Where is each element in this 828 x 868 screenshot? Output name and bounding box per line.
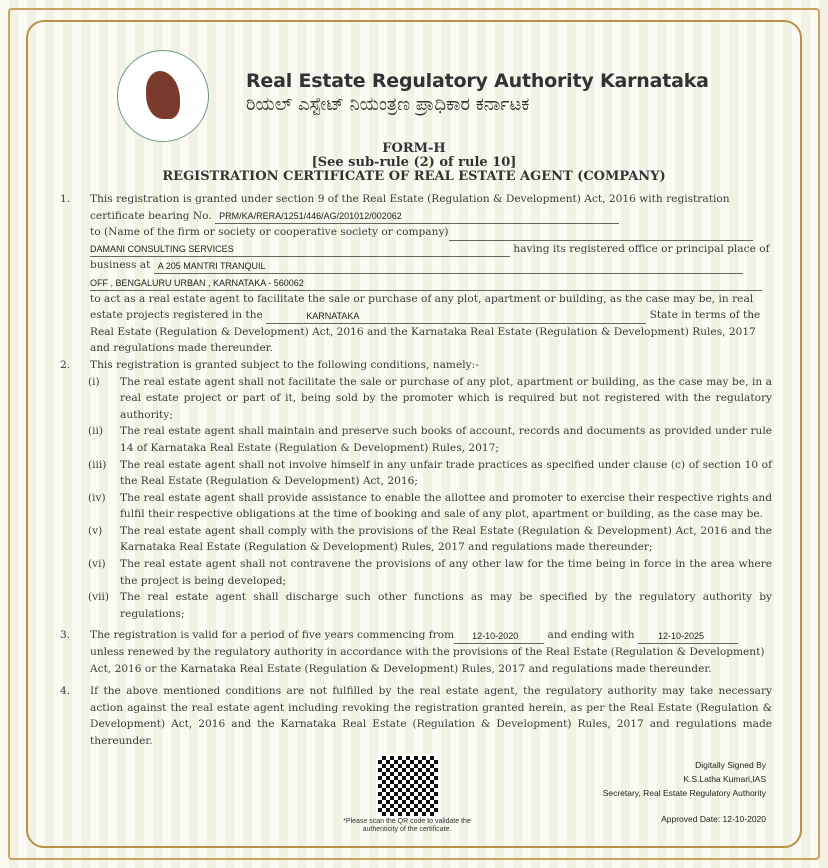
form-title: REGISTRATION CERTIFICATE OF REAL ESTATE AGENT (COMPANY) <box>162 169 666 184</box>
condition-text: The real estate agent shall maintain and preserve such books of account, records and documents as provided under rule 14 of Karnataka Real Estate (Regulation & Development) Rules, 2017; <box>120 425 772 454</box>
firm-name: DAMANI CONSULTING SERVICES <box>90 242 510 257</box>
condition-text: The real estate agent shall discharge such other functions as may be specified by the regulatory authority by regulations; <box>120 591 772 620</box>
clause-number: 1. <box>60 193 71 205</box>
condition-number: (vi) <box>88 558 106 571</box>
form-name: FORM-H <box>382 141 446 156</box>
clause-text: to (Name of the firm or society or cooperative society or company) <box>90 226 449 239</box>
blank-line <box>449 240 753 241</box>
signature-block <box>603 758 766 826</box>
clause-text: State in terms of the Real Estate (Regulation & Development) Act, 2016 and the Karnataka Real Estate (Regulation & Development) Rules, 2017 and regulations made thereunder. <box>90 309 761 355</box>
condition-number: (ii) <box>88 425 104 438</box>
condition-text: The real estate agent shall not involve himself in any unfair trade practices as specified under clause (c) of section 10 of the Real Estate (Regulation & Development) Act, 2016; <box>120 458 772 488</box>
qr-note: *Please scan the QR code to validate the authenticity of the certificate. <box>343 818 471 833</box>
condition-text: The real estate agent shall not facilitate the sale or purchase of any plot, apartment or building, as the case may be, in a real estate project or part of it, being sold by the promoter which is required but not registered with the regulatory authority; <box>120 375 772 421</box>
condition-item <box>88 457 772 490</box>
signatory-name: K.S.Latha Kumari,IAS <box>683 774 766 784</box>
clause-2 <box>60 357 772 374</box>
org-heading <box>246 70 709 115</box>
clause-3 <box>60 627 772 677</box>
clause-text: and ending with <box>544 629 638 642</box>
clause-number: 3. <box>60 629 71 642</box>
address-line-2: OFF , BENGALURU URBAN , KARNATAKA - 560062 <box>90 276 762 291</box>
qr-code <box>376 754 440 818</box>
signed-by-label: Digitally Signed By <box>695 760 766 770</box>
clause-text: having its registered office or principal place of business at <box>90 242 770 272</box>
certificate-body <box>60 191 772 750</box>
clause-text: to act as a real estate agent to facilitate the sale or purchase of any plot, apartment or building, as the case may be, in real estate projects registered in the <box>90 292 754 322</box>
form-rule: [See sub-rule (2) of rule 10] <box>311 155 517 170</box>
condition-number: (iii) <box>88 458 107 471</box>
clause-text: This registration is granted subject to the following conditions, namely:- <box>90 358 479 371</box>
org-name-english: Real Estate Regulatory Authority Karnataka <box>246 70 709 92</box>
condition-number: (vii) <box>88 591 110 604</box>
condition-item <box>88 423 772 456</box>
signatory-title: Secretary, Real Estate Regulatory Authority <box>602 788 766 798</box>
condition-item <box>88 374 772 424</box>
karnataka-map-icon <box>146 71 180 119</box>
clause-text: The registration is valid for a period of five years commencing from <box>90 629 455 642</box>
condition-text: The real estate agent shall comply with the provisions of the Real Estate (Regulation & Development) Act, 2016 and the Karnataka Real Estate (Regulation & Development) Rules, 2017 and regulations made thereunder; <box>120 524 772 554</box>
condition-item <box>88 523 772 556</box>
condition-number: (i) <box>88 375 100 388</box>
valid-from-date: 12-10-2020 <box>454 629 544 644</box>
valid-to-date: 12-10-2025 <box>638 629 738 644</box>
condition-text: The real estate agent shall provide assistance to enable the allottee and promoter to exercise their respective rights and fulfil their respective obligations at the time of booking and sale of any plot, apartment or building, as the case may be. <box>120 491 772 521</box>
condition-item <box>88 556 772 589</box>
clause-number: 2. <box>60 358 71 371</box>
clause-4 <box>60 683 772 749</box>
org-name-kannada: ರಿಯಲ್ ಎಸ್ಟೇಟ್ ನಿಯಂತ್ರಣ ಪ್ರಾಧಿಕಾರ ಕರ್ನಾಟಕ <box>246 94 530 115</box>
form-heading <box>0 142 828 184</box>
clause-text: This registration is granted under section 9 of the Real Estate (Regulation & Development) Act, 2016 with registration certificate bearing No. <box>90 193 730 222</box>
condition-item <box>88 490 772 523</box>
clause-1 <box>60 191 772 357</box>
address-line-1: A 205 MANTRI TRANQUIL <box>154 259 743 274</box>
condition-number: (v) <box>88 524 103 537</box>
rera-karnataka-seal-logo <box>117 50 209 142</box>
clause-number: 4. <box>60 685 71 698</box>
state-name: KARNATAKA <box>266 309 646 324</box>
approved-date: Approved Date: 12-10-2020 <box>661 814 766 824</box>
clause-text: unless renewed by the regulatory authority in accordance with the provisions of the Real Estate (Regulation & Development) Act, 2016 or the Karnataka Real Estate (Regulation & Development) Rules, 2017 and regulations made thereunder. <box>90 646 765 675</box>
condition-text: The real estate agent shall not contravene the provisions of any other law for the time being in force in the area where the project is being developed; <box>120 558 772 587</box>
clause-text: If the above mentioned conditions are not fulfilled by the real estate agent, the regulatory authority may take necessary action against the real estate agent including revoking the registration granted herein, as per the Real Estate (Regulation & Development) Act, 2016 and the Karnataka Real Estate (Regulation & Development) Rules, 2017 and regulations made thereunder. <box>90 685 772 747</box>
certificate-number: PRM/KA/RERA/1251/446/AG/201012/002062 <box>215 209 619 224</box>
condition-item <box>88 589 772 622</box>
condition-number: (iv) <box>88 491 106 504</box>
conditions-list <box>60 374 772 623</box>
